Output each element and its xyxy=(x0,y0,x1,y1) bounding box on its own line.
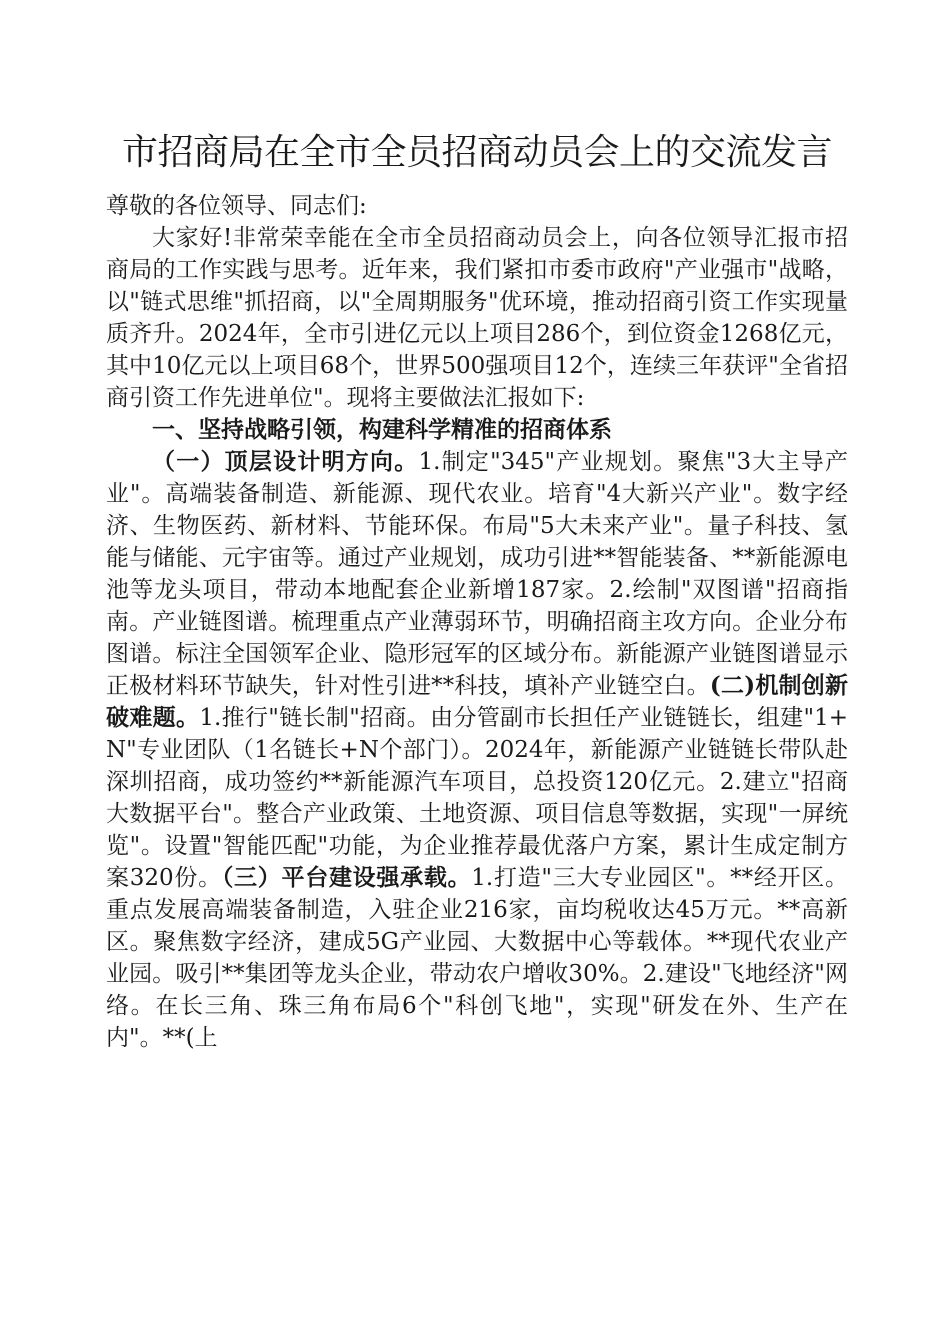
body-paragraph xyxy=(106,446,848,1054)
document-title: 市招商局在全市全员招商动员会上的交流发言 xyxy=(121,132,832,173)
subsection-text-1: 1.制定"345"产业规划。聚焦"3大主导产业"。高端装备制造、新能源、现代农业。培育"4大新兴产业"。数字经济、生物医药、新材料、节能环保。布局"5大未来产业"。量子科技、氢能与储能、元宇宙等。通过产业规划，成功引进**智能装备、**新能源电池等龙头项目，带动本地配套企业新增187家。2.绘制"双图谱"招商指南。产业链图谱。梳理重点产业薄弱环节，明确招商主攻方向。企业分布图谱。标注全国领军企业、隐形冠军的区域分布。新能源产业链图谱显示正极材料环节缺失，针对性引进**科技，填补产业链空白。 xyxy=(106,449,849,699)
document-page xyxy=(106,128,848,1054)
subsection-heading-2: (二)机制创新破难题。 xyxy=(106,672,849,731)
salutation: 尊敬的各位领导、同志们: xyxy=(106,193,367,219)
subsection-heading-1: （一）顶层设计明方向。 xyxy=(152,448,419,475)
subsection-heading-3: （三）平台建设强承载。 xyxy=(221,864,472,891)
section-heading-1: 一、坚持战略引领，构建科学精准的招商体系 xyxy=(152,416,612,443)
intro-paragraph: 大家好!非常荣幸能在全市全员招商动员会上，向各位领导汇报市招商局的工作实践与思考。近年来，我们紧扣市委市政府"产业强市"战略，以"链式思维"抓招商，以"全周期服务"优环境，推动招商引资工作实现量质齐升。2024年，全市引进亿元以上项目286个，到位资金1268亿元，其中10亿元以上项目68个，世界500强项目12个，连续三年获评"全省招商引资工作先进单位"。现将主要做法汇报如下: xyxy=(106,225,848,411)
subsection-text-3: 1.打造"三大专业园区"。**经开区。重点发展高端装备制造，入驻企业216家，亩均税收达45万元。**高新区。聚焦数字经济，建成5G产业园、大数据中心等载体。**现代农业产业园。吸引**集团等龙头企业，带动农户增收30%。2.建设"飞地经济"网络。在长三角、珠三角布局6个"科创飞地"，实现"研发在外、生产在内"。**(上 xyxy=(106,865,849,1051)
subsection-text-2: 1.推行"链长制"招商。由分管副市长担任产业链链长，组建"1+N"专业团队（1名链长+N个部门）。2024年，新能源产业链链长带队赴深圳招商，成功签约**新能源汽车项目，总投资120亿元。2.建立"招商大数据平台"。整合产业政策、土地资源、项目信息等数据，实现"一屏统览"。设置"智能匹配"功能，为企业推荐最优落户方案，累计生成定制方案320份。 xyxy=(106,705,848,891)
